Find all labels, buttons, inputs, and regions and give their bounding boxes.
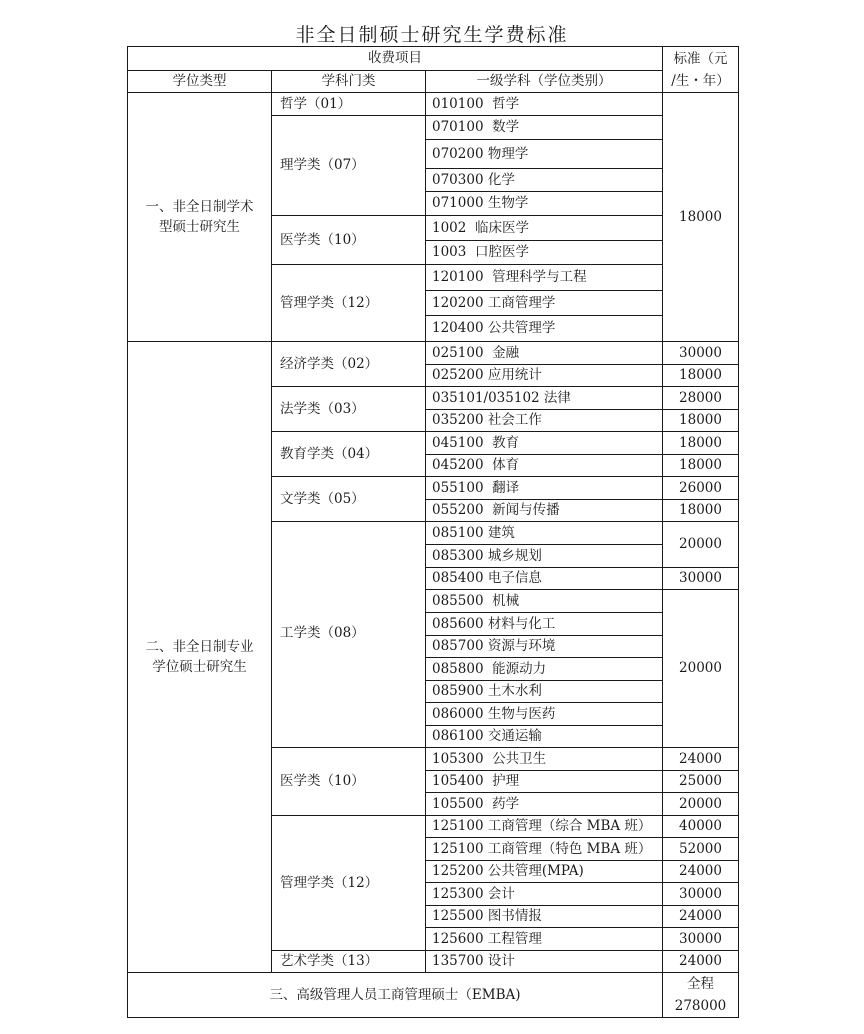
header-discipline-category: 学科门类 [272,71,426,93]
header-first-level-discipline: 一级学科（学位类别） [426,71,663,93]
subject-cell: 125600 工程管理 [426,928,663,951]
header-standard [663,47,739,93]
subject-cell: 105300 公共卫生 [426,748,663,771]
category-cell: 工学类（08） [272,522,426,748]
subject-cell: 045100 教育 [426,432,663,455]
subject-cell: 055200 新闻与传播 [426,500,663,522]
category-cell: 哲学（01） [272,93,426,116]
subject-cell: 125100 工商管理（综合 MBA 班） [426,816,663,838]
emba-label: 三、高级管理人员工商管理硕士（EMBA) [128,973,663,1018]
subject-cell: 125200 公共管理(MPA) [426,861,663,883]
subject-cell: 055100 翻译 [426,477,663,500]
fee-cell: 52000 [663,838,739,861]
category-cell: 法学类（03） [272,387,426,432]
subject-cell: 025200 应用统计 [426,365,663,387]
fee-cell: 30000 [663,928,739,951]
degree-type-academic [128,93,272,342]
category-cell: 理学类（07） [272,116,426,216]
subject-cell: 070300 化学 [426,169,663,192]
header-standard-line2: /生・年） [671,72,730,89]
fee-cell: 20000 [663,590,739,748]
fee-cell: 18000 [663,410,739,432]
emba-fee-cell [663,973,739,1018]
header-row-2 [128,71,739,93]
degree-type-professional [128,342,272,973]
degree-type-line: 一、非全日制学术 [145,199,254,215]
document-title: 非全日制硕士研究生学费标准 [295,24,569,46]
subject-cell: 045200 体育 [426,455,663,477]
subject-cell: 025100 金融 [426,342,663,365]
header-degree-type: 学位类型 [128,71,272,93]
subject-cell: 010100 哲学 [426,93,663,116]
degree-type-line: 二、非全日制专业 [145,639,254,655]
category-cell: 教育学类（04） [272,432,426,477]
fee-cell: 20000 [663,793,739,816]
fee-cell: 30000 [663,342,739,365]
subject-cell: 070100 数学 [426,116,663,140]
category-cell: 经济学类（02） [272,342,426,387]
subject-cell: 1002 临床医学 [426,216,663,241]
category-cell: 医学类（10） [272,216,426,265]
fee-cell: 20000 [663,522,739,568]
subject-cell: 105400 护理 [426,771,663,793]
fee-cell: 18000 [663,365,739,387]
subject-cell: 035200 社会工作 [426,410,663,432]
category-cell: 医学类（10） [272,748,426,816]
subject-cell: 125100 工商管理（特色 MBA 班） [426,838,663,861]
fee-cell: 26000 [663,477,739,500]
fee-cell: 40000 [663,816,739,838]
header-fee-items: 收费项目 [128,47,663,71]
header-standard-line1: 标准（元 [673,50,728,67]
subject-cell: 085100 建筑 [426,522,663,545]
category-cell: 艺术学类（13） [272,951,426,973]
fee-cell: 24000 [663,861,739,883]
subject-cell: 085300 城乡规划 [426,545,663,568]
subject-cell: 085500 机械 [426,590,663,613]
subject-cell: 085600 材料与化工 [426,613,663,636]
fee-cell: 18000 [663,500,739,522]
degree-type-line: 学位硕士研究生 [152,659,247,675]
subject-cell: 085800 能源动力 [426,658,663,681]
tuition-fee-table [127,46,739,1018]
fee-cell: 30000 [663,568,739,590]
subject-cell: 120200 工商管理学 [426,291,663,316]
subject-cell: 071000 生物学 [426,192,663,216]
category-cell: 管理学类（12） [272,265,426,342]
fee-cell: 18000 [663,432,739,455]
subject-cell: 070200 物理学 [426,140,663,169]
fee-cell: 24000 [663,906,739,928]
subject-cell: 085400 电子信息 [426,568,663,590]
subject-cell: 035101/035102 法律 [426,387,663,410]
emba-fee-line2: 278000 [674,998,727,1014]
emba-fee-line1: 全程 [687,976,715,992]
fee-cell: 25000 [663,771,739,793]
category-cell: 管理学类（12） [272,816,426,951]
fee-cell: 24000 [663,951,739,973]
subject-cell: 125500 图书情报 [426,906,663,928]
table-row-emba [128,973,739,1018]
fee-cell: 30000 [663,883,739,906]
subject-cell: 125300 会计 [426,883,663,906]
subject-cell: 135700 设计 [426,951,663,973]
category-cell: 文学类（05） [272,477,426,522]
table-row [128,93,739,116]
table-row [128,342,739,365]
subject-cell: 086000 生物与医药 [426,703,663,726]
fee-cell: 18000 [663,93,739,342]
subject-cell: 1003 口腔医学 [426,241,663,265]
subject-cell: 120400 公共管理学 [426,316,663,342]
fee-cell: 18000 [663,455,739,477]
subject-cell: 086100 交通运输 [426,726,663,748]
subject-cell: 105500 药学 [426,793,663,816]
fee-cell: 28000 [663,387,739,410]
header-row-1 [128,47,739,71]
degree-type-line: 型硕士研究生 [159,219,240,235]
subject-cell: 085900 土木水利 [426,681,663,703]
fee-cell: 24000 [663,748,739,771]
subject-cell: 085700 资源与环境 [426,636,663,658]
subject-cell: 120100 管理科学与工程 [426,265,663,291]
